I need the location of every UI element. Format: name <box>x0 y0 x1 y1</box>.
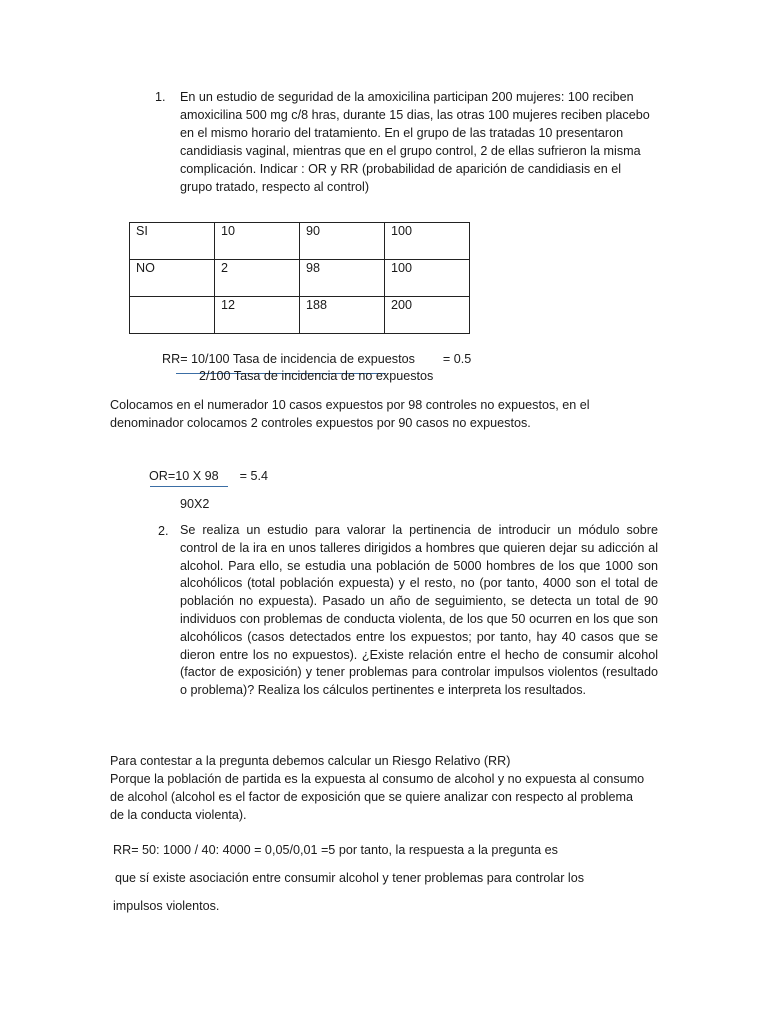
table-cell: 188 <box>300 297 385 334</box>
table-cell: 90 <box>300 223 385 260</box>
rr-formula-denominator: 2/100 Tasa de incidencia de no expuestos <box>199 369 434 383</box>
table-cell: 100 <box>385 260 470 297</box>
table-cell: 2 <box>215 260 300 297</box>
answer-2-intro: Para contestar a la pregunta debemos calcular un Riesgo Relativo (RR) <box>110 754 511 768</box>
table-cell: 100 <box>385 223 470 260</box>
rr-result-line-3: impulsos violentos. <box>113 899 220 913</box>
rr-result-line-1: RR= 50: 1000 / 40: 4000 = 0,05/0,01 =5 por tanto, la respuesta a la pregunta es <box>113 843 558 857</box>
or-formula-numerator: OR=10 X 98 = 5.4 <box>149 469 269 483</box>
table-row <box>130 260 470 297</box>
question-2-text: Se realiza un estudio para valorar la pertinencia de introducir un módulo sobre control de la ira en unos talleres dirigidos a hombres que quieren dejar su adicción al alcohol. Para ello, se estudia una población de 5000 hombres de los que 1000 son alcohólicos (total población expuesta) y el resto, no (por tanto, 4000 son el total de población no expuesta). Pasado un año de seguimiento, se detecta un total de 90 individuos con problemas de conducta violenta, de los que 50 ocurren en los que son alcohólicos (casos detectados entre los expuestos; por tanto, hay 40 casos que se dieron entre los no expuestos). ¿Existe relación entre el hecho de consumir alcohol (factor de exposición) y tener problemas para controlar impulsos violentos (resultado o problema)? Realiza los cálculos pertinentes e interpreta los resultados. <box>180 523 658 698</box>
or-explanation: Colocamos en el numerador 10 casos expuestos por 98 controles no expuestos, en el denominador colocamos 2 controles expuestos por 90 casos no expuestos. <box>110 398 590 430</box>
table-cell: 200 <box>385 297 470 334</box>
contingency-table <box>129 222 470 334</box>
question-1-number: 1. <box>155 90 166 104</box>
table-row <box>130 297 470 334</box>
table-cell: 98 <box>300 260 385 297</box>
question-1-text: En un estudio de seguridad de la amoxicilina participan 200 mujeres: 100 reciben amoxicilina 500 mg c/8 hras, durante 15 dias, las otras 100 mujeres reciben placebo en el mismo horario del tratamiento. En el grupo de las tratadas 10 presentaron candidiasis vaginal, mientras que en el grupo control, 2 de ellas sufrieron la misma complicación. Indicar : OR y RR (probabilidad de aparición de candidiasis en el grupo tratado, respecto al control) <box>180 90 650 194</box>
question-2-number: 2. <box>158 524 169 538</box>
table-row <box>130 223 470 260</box>
rr-formula-numerator: RR= 10/100 Tasa de incidencia de expuestos = 0.5 <box>162 352 472 366</box>
table-cell <box>130 297 215 334</box>
or-formula-denominator: 90X2 <box>180 497 210 511</box>
table-cell: 10 <box>215 223 300 260</box>
rr-result-line-2: que sí existe asociación entre consumir alcohol y tener problemas para controlar los <box>115 871 585 885</box>
table-cell: NO <box>130 260 215 297</box>
table-cell: 12 <box>215 297 300 334</box>
fraction-bar <box>150 486 228 487</box>
answer-2-reason: Porque la población de partida es la expuesta al consumo de alcohol y no expuesta al consumo de alcohol (alcohol es el factor de exposición que se quiere analizar con respecto al problema de la conducta violenta). <box>110 772 645 822</box>
table-cell: SI <box>130 223 215 260</box>
